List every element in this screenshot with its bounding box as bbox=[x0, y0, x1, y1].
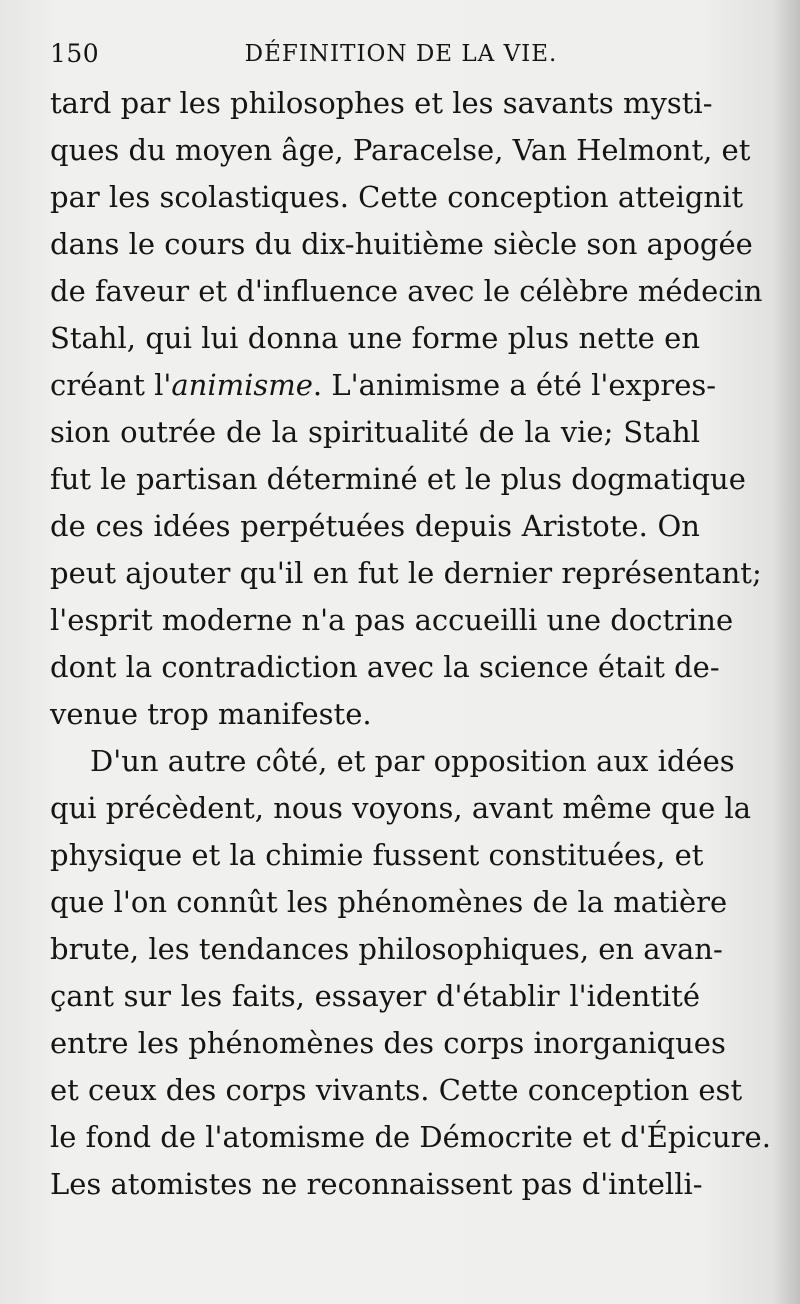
page-number: 150 bbox=[50, 39, 100, 68]
body-text bbox=[50, 80, 771, 1208]
text-line: l'esprit moderne n'a pas accueilli une doctrine bbox=[50, 603, 734, 637]
text-line: que l'on connût les phénomènes de la matière bbox=[50, 885, 728, 919]
text-line: peut ajouter qu'il en fut le dernier représentant; bbox=[50, 556, 762, 590]
text-line: sion outrée de la spiritualité de la vie; Stahl bbox=[50, 415, 700, 449]
text-line: par les scolastiques. Cette conception atteignit bbox=[50, 180, 744, 214]
text-line: brute, les tendances philosophiques, en avan- bbox=[50, 932, 723, 966]
text-line: physique et la chimie fussent constituées, et bbox=[50, 838, 704, 872]
text-line: de ces idées perpétuées depuis Aristote. On bbox=[50, 509, 700, 543]
text-line: et ceux des corps vivants. Cette conception est bbox=[50, 1073, 743, 1107]
text-line: Stahl, qui lui donna une forme plus nette en bbox=[50, 321, 700, 355]
text-segment: créant l' bbox=[50, 368, 172, 402]
text-line: le fond de l'atomisme de Démocrite et d'Épicure. bbox=[50, 1120, 771, 1154]
paragraph-start-line: D'un autre côté, et par opposition aux idées bbox=[90, 744, 735, 778]
text-line: venue trop manifeste. bbox=[50, 697, 372, 731]
italic-term: animisme bbox=[171, 368, 313, 402]
text-line: dont la contradiction avec la science était de- bbox=[50, 650, 720, 684]
text-line: qui précèdent, nous voyons, avant même que la bbox=[50, 791, 752, 825]
text-line: Les atomistes ne reconnaissent pas d'intelli- bbox=[50, 1167, 703, 1201]
text-segment: . L'animisme a été l'expres- bbox=[312, 368, 717, 402]
text-line: tard par les philosophes et les savants mysti- bbox=[50, 86, 713, 120]
text-line: ques du moyen âge, Paracelse, Van Helmont, et bbox=[50, 133, 751, 167]
text-line: fut le partisan déterminé et le plus dogmatique bbox=[50, 462, 746, 496]
text-line: entre les phénomènes des corps inorganiques bbox=[50, 1026, 726, 1060]
text-line: dans le cours du dix-huitième siècle son apogée bbox=[50, 227, 753, 261]
running-title: DÉFINITION DE LA VIE. bbox=[244, 41, 558, 67]
text-line: de faveur et d'influence avec le célèbre médecin bbox=[50, 274, 763, 308]
page-header bbox=[50, 36, 700, 72]
text-line-animisme bbox=[50, 362, 717, 409]
page-edge-shadow bbox=[772, 0, 800, 1304]
text-line: çant sur les faits, essayer d'établir l'identité bbox=[50, 979, 700, 1013]
